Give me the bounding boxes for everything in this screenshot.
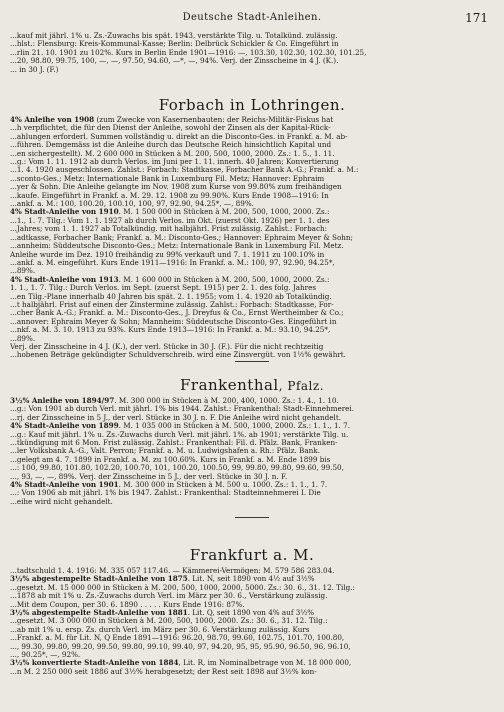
text-line: ..., 99.30, 99.80, 99.20, 99.50, 99.80, 99.10, 99.40, 97, 94.20, 95, 95, 95.90, 96.50, 96, 96.10, [10, 642, 351, 651]
text-line: 4% Stadt-Anleihe von 1901. M. 300 000 in Stücken à M. 500 u. 1000. Zs.: 1. 1., 1. 7. [10, 481, 328, 490]
text-line: ...: Von 1906 ab mit jährl. 1% bis 1947. Zahlst.: Frankenthal: Stadteinnehmerei I. Die [10, 489, 321, 498]
text-line: ...g.: Von 1901 ab durch Verl. mit jährl. 1% bis 1944. Zahlst.: Frankenthal: Stadt-Einnehmerei. [10, 405, 355, 414]
text-line: Verj. der Zinsscheine in 4 J. (K.), der verl. Stücke in 30 J. (F.). Für die nicht rechtzeitig [10, 342, 324, 351]
text-line: ...tkündigung mit 6 Mon. Frist zulässig. Zahlst.: Frankenthal: Fil. d. Pfälz. Bank, Franken- [10, 439, 338, 448]
text-line: ...yer & Sohn. Die Anleihe gelangte im Nov. 1908 zum Kurse von 99.80% zum freihändigen [10, 183, 342, 192]
text-line: Anleihe wurde im Dez. 1910 freihändig zu 99% verkauft und 7. 1. 1911 zu 100.10% in [10, 250, 325, 259]
text-line: ...sconto-Ges.; Metz: Internationale Bank in Luxemburg Fil. Metz; Hannover: Ephraim [10, 174, 325, 183]
text-line: 4% Stadt-Anleihe von 1899. M. 1 035 000 in Stücken à M. 500, 1000, 2000. Zs.: 1. 1., 1. 7. [10, 422, 350, 431]
text-line: ...adtkasse, Forbacher Bank; Frankf. a. M.: Disconto-Ges.; Hannover: Ephraim Meyer & Sohn; [10, 233, 353, 242]
forbach-text [10, 116, 490, 360]
text-line: ...ankf. a. M. eingeführt. Kurs Ende 1911—1916: In Frankf. a. M.: 100, 97, 92.90, 94.25*, [10, 258, 335, 267]
text-line: ...g.: Kauf mit jährl. 1% u. Zs.-Zuwachs durch Verl. mit jährl. 1%. ab 1901; verstärkte Tilg. u. [10, 430, 349, 439]
text-line: ...tadtschuld 1. 4. 1916: M. 335 057 117.46. — Kämmerei-Vermögen: M. 579 586 283.04. [10, 567, 335, 575]
text-line: 4% Stadt-Anleihe von 1910. M. 1 500 000 in Stücken à M. 200, 500, 1000, 2000. Zs.: [10, 208, 330, 217]
frankenthal-text [10, 397, 490, 506]
text-line: ...Frankf. a. M. für Lit. N, Q Ende 1891—1916: 96.20, 98.70, 99.60, 102.75, 101.70, 100.80, [10, 634, 345, 643]
text-line: ...annover: Ephraim Meyer & Sohn; Mannheim: Süddeutsche Disconto-Ges. Eingeführt in [10, 317, 337, 326]
issue-title: 4% Stadt-Anleihe von 1913 [10, 275, 119, 284]
text-line: ...ler Volksbank A.-G., Valt. Perron; Frankf. a. M. u. Ludwigshafen a. Rh.: Pfälz. Bank. [10, 447, 320, 456]
text-line: ...rj. der Zinsscheine in 5 J., der verl. Stücke in 30 J. n. F. Die Anleihe wird nicht gehandelt. [10, 413, 341, 422]
section-heading-forbach: Forbach in Lothringen. [158, 96, 346, 114]
text-line: ...gesetzt. M. 15 000 000 in Stücken à M. 200, 500, 1000, 2000, 5000. Zs.: 30. 6., 31. 12. Tilg.: [10, 583, 355, 592]
intro-block [10, 32, 490, 74]
issue-title: 4% Stadt-Anleihe von 1901 [10, 481, 119, 490]
text-line: ...ankf. a. M.: 100, 100.20, 100.10, 100, 97, 92.90, 94.25*, —, 89%. [10, 200, 254, 209]
text-line: 3½% abgestempelte Stadt-Anleihe von 1875. Lit. N, seit 1890 von 4½ auf 3½% [10, 575, 315, 584]
text-line: 4% Stadt-Anleihe von 1913. M. 1 600 000 in Stücken à M. 200, 500, 1000, 2000. Zs.: [10, 275, 330, 284]
section-divider [235, 361, 269, 362]
text-line: ...en Tilg.-Plane innerhalb 40 Jahren bis spät. 2. 1. 1955; vom 1. 4. 1920 ab Totalkündig. [10, 292, 332, 301]
text-line: ...eihe wird nicht gehandelt. [10, 497, 113, 506]
text-line: ...: 100, 99.80, 101.80, 102.20, 100.70, 101, 100.20, 100.50, 99, 99.80, 99.80, 99.60, 99.50, [10, 464, 344, 473]
text-line: ... in 30 J. (F.) [10, 65, 59, 74]
running-head [0, 12, 504, 30]
text-line: ...Mit dem Coupon, per 30. 6. 1890 . . . . . Kurs Ende 1916: 87%. [10, 600, 245, 609]
section-heading-frankenthal [0, 376, 504, 394]
issue-title: 4% Anleihe von 1908 [10, 116, 95, 124]
frankfurt-text [10, 567, 490, 676]
text-line: ...t halbjährl. Frist auf einen der Zinstermine zulässig. Zahlst.: Forbach: Stadtkasse, For- [10, 300, 334, 309]
issue-title: 4% Stadt-Anleihe von 1899 [10, 422, 119, 431]
text-line: ...g.: Vom 1. 11. 1912 ab durch Verlos. im Juni per 1. 11. innerh. 40 Jahren; Konvertierung [10, 158, 339, 167]
text-line: ...hlst.: Flensburg: Kreis-Kommunal-Kasse; Berlin: Delbrück Schickler & Co. Eingeführt in [10, 40, 339, 49]
text-line: ...kaufe. Eingeführt in Frankf. a. M. 29. 12. 1908 zu 99.90%. Kurs Ende 1908—1916: In [10, 191, 329, 200]
text-line: ...führen. Demgemäss ist die Anleihe durch das Deutsche Reich hinsichtlich Kapital und [10, 141, 332, 150]
text-line: ...89%. [10, 267, 36, 276]
text-line: ..., 90.25*, —, 92%. [10, 651, 81, 660]
text-line: ...ahlungen erforderl. Summen vollständig u. direkt an die Disconto-Ges. in Frankf. a. M. ab- [10, 132, 348, 141]
issue-title: 3½% Anleihe von 1894/97 [10, 397, 115, 405]
text-line: ...Jahres; vom 1. 1. 1927 ab Totalkündig. mit halbjährl. Frist zulässig. Zahlst.: Forbach: [10, 225, 328, 234]
text-line: 3½% Anleihe von 1894/97. M. 300 000 in Stücken à M. 200, 400, 1000. Zs.: 1. 4., 1. 10. [10, 397, 339, 405]
text-line: ...89%. [10, 334, 36, 343]
text-line: 4% Anleihe von 1908 (zum Zwecke von Kasernenbauten: der Reichs-Militär-Fiskus hat [10, 116, 334, 124]
text-line: ...cher Bank A.-G.; Frankf. a. M.: Disconto-Ges., J. Dreyfus & Co., Ernst Wertheimber & Co.; [10, 309, 344, 318]
text-line: ...hobenen Beträge gekündigter Schuldverschreib. wird eine Zinsvergüt. von 1½% gewährt. [10, 351, 346, 360]
text-line: 1. 1., 1. 7. Tilg.: Durch Verlos. im Sept. (zuerst Sept. 1915) per 2. 1. des folg. Jahres [10, 284, 317, 293]
page-number: 171 [465, 11, 488, 25]
issue-title: 3½% abgestempelte Stadt-Anleihe von 1875 [10, 575, 188, 584]
heading-region: , Pfalz. [278, 379, 325, 393]
text-line: ...n M. 2 250 000 seit 1886 auf 3½% herabgesetzt; der Rest seit 1898 auf 3½% kon- [10, 667, 317, 676]
text-line: ...1878 ab mit 1% u. Zs.-Zuwachs durch Verl. im März per 30. 6., Verstärkung zulässig. [10, 592, 328, 601]
text-line: ...nkf. a. M. 3. 10. 1913 zu 93%. Kurs Ende 1913—1916: In Frankf. a. M.: 93.10, 94.25*, [10, 326, 331, 335]
section-divider [235, 517, 269, 518]
text-line: ...1., 1. 7. Tilg.: Vom 1. 1. 1927 ab durch Verlos. im Okt. (zuerst Okt. 1926) per 1. 1. des [10, 216, 330, 225]
heading-place: Frankenthal [179, 376, 279, 394]
text-line: ...kauf mit jährl. 1% u. Zs.-Zuwachs bis spät. 1943, verstärkte Tilg. u. Totalkünd. zulässig. [10, 32, 338, 40]
issue-title: 4% Stadt-Anleihe von 1910 [10, 208, 119, 217]
text-line: ..., 93, —, —, 89%. Verj. der Zinsscheine in 5 J., der verl. Stücke in 30 J. n. F. [10, 472, 288, 481]
text-line: ...gesetzt. M. 3 000 000 in Stücken à M. 200, 500, 1000, 2000. Zs.: 30. 6., 31. 12. Tilg.: [10, 617, 328, 626]
text-line: ...1. 4. 1920 ausgeschlossen. Zahlst.: Forbach: Stadtkasse, Forbacher Bank A.-G.; Frankf. a. M.: [10, 166, 359, 175]
text-line: ...h verpflichtet, die für den Dienst der Anleihe, sowohl der Zinsen als der Kapital-Rück- [10, 124, 331, 133]
text-line: ...en sichergestellt). M. 2 600 000 in Stücken à M. 200, 500, 1000, 2000. Zs.: 1. 5., 1. 11. [10, 149, 335, 158]
text-line: ...annheim: Süddeutsche Disconto-Ges.; Metz: Internationale Bank in Luxemburg Fil. Metz. [10, 242, 344, 251]
text-line: ...gelegt am 4. 7. 1899 in Frankf. a. M. zu 100.60%. Kurs in Frankf. a. M. Ende 1899 bis [10, 455, 331, 464]
text-line: ...ab mit 1% u. ersp. Zs. durch Verl. im März per 30. 6. Verstärkung zulässig. Kurs [10, 625, 310, 634]
section-heading-frankfurt: Frankfurt a. M. [189, 546, 315, 564]
text-line: ...rlin 21. 10. 1901 zu 102%. Kurs in Berlin Ende 1901—1916: —, 103.30, 102.30, 102.30, 101.25, [10, 48, 367, 57]
running-title: Deutsche Stadt-Anleihen. [182, 12, 322, 23]
text-line: 3½% abgestempelte Stadt-Anleihe von 1881. Lit. Q, seit 1890 von 4% auf 3½% [10, 609, 315, 618]
issue-title: 3½% abgestempelte Stadt-Anleihe von 1881 [10, 609, 188, 618]
text-line: 3½% konvertierte Stadt-Anleihe von 1884, Lit. R, im Nominalbetrage von M. 18 000 000, [10, 659, 352, 668]
text-line: ...20, 98.80, 99.75, 100, —, —, 97.50, 94.60, —*, —, 94%. Verj. der Zinsscheine in 4 J. (K.). [10, 57, 339, 66]
issue-title: 3½% konvertierte Stadt-Anleihe von 1884 [10, 659, 179, 668]
